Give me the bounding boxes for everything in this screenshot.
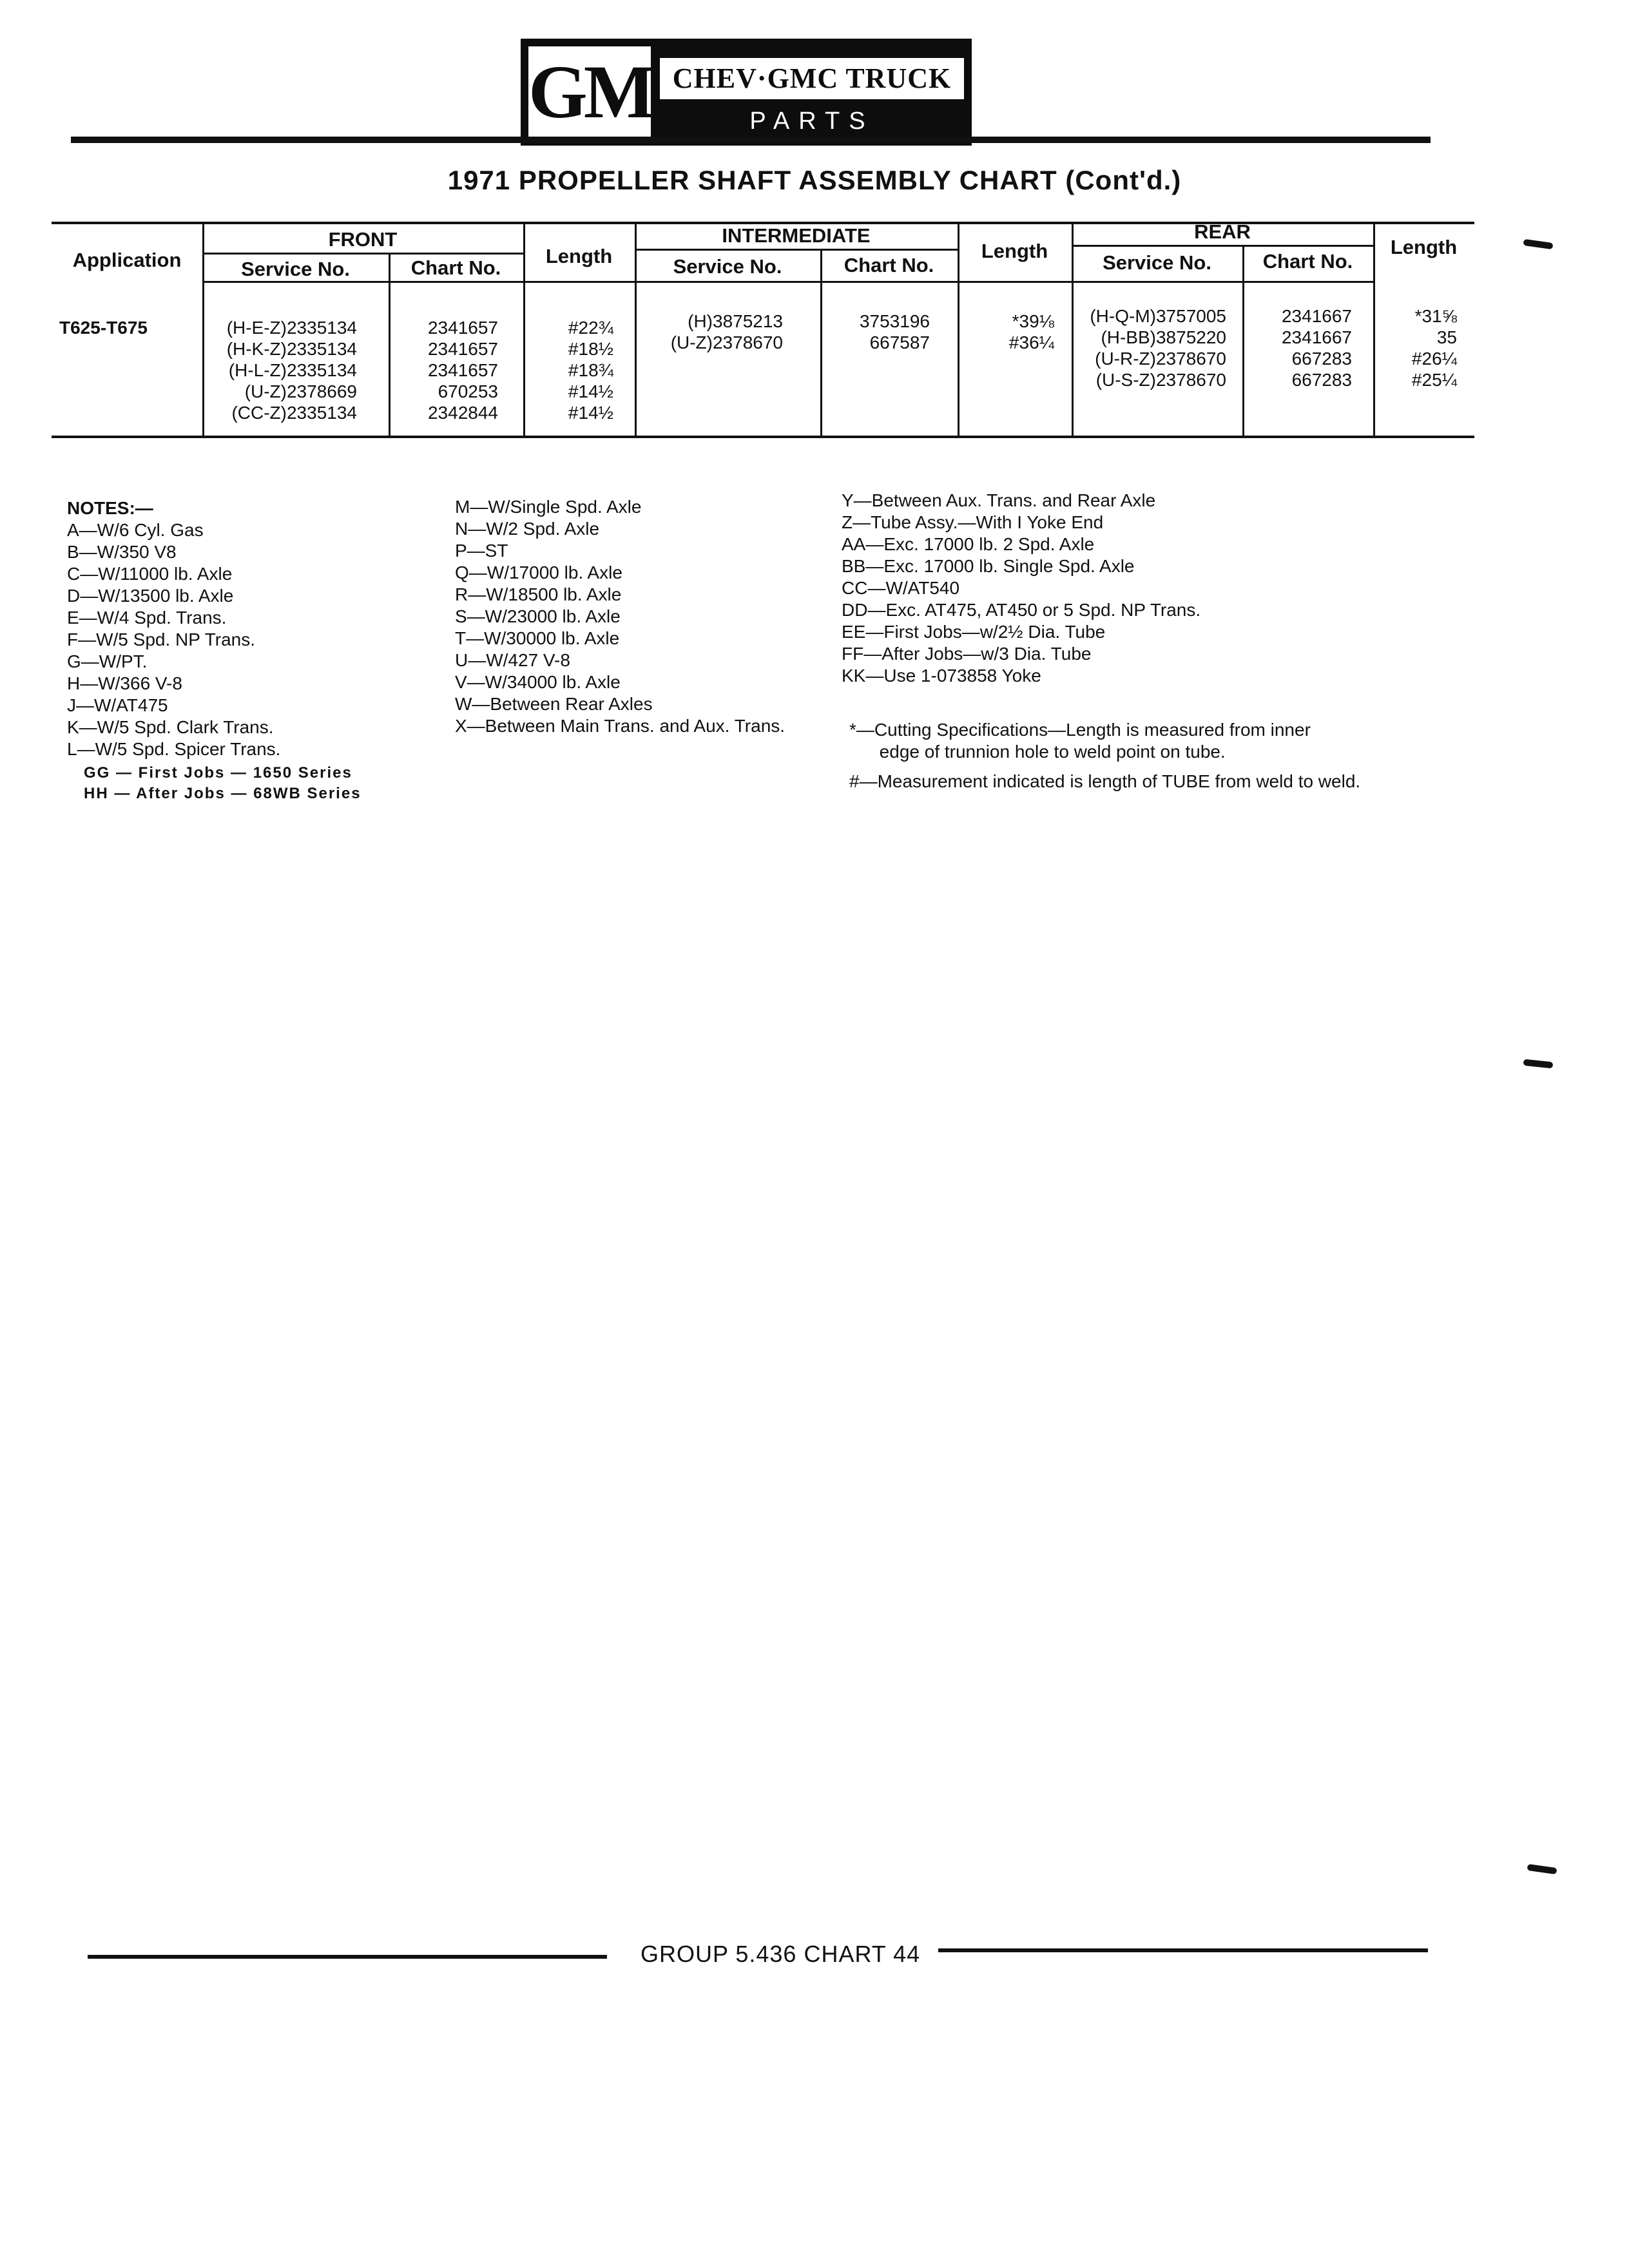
col-rear-length: Length (1390, 236, 1458, 258)
header-bottom-rule (202, 281, 1373, 283)
cell-rear-service: (H-Q-M)3757005 (H-BB)3875220 (U-R-Z)2378670 (U-S-Z)2378670 (1090, 306, 1226, 390)
cell-front-length: #22¾ #18½ #18¾ #14½ #14½ (568, 318, 613, 423)
col-front-service: Service No. (241, 258, 350, 280)
brand-name: CHEV·GMC TRUCK (672, 62, 952, 94)
rear-group-rule (1072, 245, 1373, 247)
cutting-specifications-note: *—Cutting Specifications—Length is measured from inner edge of trunnion hole to weld point on tube. (849, 720, 1311, 762)
group-rear: REAR (1194, 220, 1251, 243)
cell-intermediate-chart: 3753196 667587 (859, 311, 930, 352)
notes-column-3: Y—Between Aux. Trans. and Rear Axle Z—Tube Assy.—With I Yoke End AA—Exc. 17000 lb. 2 Spd. Axle BB—Exc. 17000 lb. Single Spd. Axle CC—W/AT540 DD—Exc. AT475, AT450 or 5 Spd. NP Trans. EE—First Jobs—w/2½ Dia. Tube FF—After Jobs—w/3 Dia. Tube KK—Use 1-073858 Yoke (842, 490, 1201, 686)
col-front-chart: Chart No. (410, 256, 501, 279)
front-group-rule (202, 253, 523, 255)
footer-group-chart: GROUP 5.436 CHART 44 (641, 1941, 921, 1967)
page-title: 1971 PROPELLER SHAFT ASSEMBLY CHART (Cont'd.) (447, 165, 1182, 195)
col-intermediate-chart: Chart No. (843, 254, 934, 276)
col-application: Application (72, 249, 182, 271)
binder-mark (1523, 239, 1554, 249)
col-rear-service: Service No. (1103, 251, 1211, 274)
notes-column-1: A—W/6 Cyl. Gas B—W/350 V8 C—W/11000 lb. Axle D—W/13500 lb. Axle E—W/4 Spd. Trans. F—W/5 Spd. NP Trans. G—W/PT. H—W/366 V-8 J—W/AT475 K—W/5 Spd. Clark Trans. L—W/5 Spd. Spicer Trans. (67, 520, 281, 759)
col-rear-chart: Chart No. (1262, 250, 1353, 273)
gm-emblem (528, 46, 651, 138)
notes-series: GG — First Jobs — 1650 Series HH — After Jobs — 68WB Series (84, 764, 361, 802)
header-rule (71, 137, 1431, 143)
notes-heading: NOTES:— (67, 498, 153, 518)
notes-column-2: M—W/Single Spd. Axle N—W/2 Spd. Axle P—ST Q—W/17000 lb. Axle R—W/18500 lb. Axle S—W/23000 lb. Axle T—W/30000 lb. Axle U—W/427 V-8 V—W/34000 lb. Axle W—Between Rear Axles X—Between Main Trans. and Aux. Trans. (455, 497, 786, 736)
cell-intermediate-service: (H)3875213 (U-Z)2378670 (670, 311, 783, 352)
catalogue-subtitle: PARTS CATALOGUE (697, 108, 927, 171)
cell-front-service: (H-E-Z)2335134 (H-K-Z)2335134 (H-L-Z)2335134 (U-Z)2378669 (CC-Z)2335134 (226, 318, 357, 423)
cell-rear-length: *31⅝ 35 #26¼ #25¼ (1411, 306, 1457, 390)
footer-rule-right (938, 1948, 1428, 1952)
col-intermediate-length: Length (981, 240, 1048, 262)
cell-front-chart: 2341657 2341657 2341657 670253 2342844 (427, 318, 498, 423)
table-bottom-rule (52, 436, 1474, 438)
cell-rear-chart: 2341667 2341667 667283 667283 (1281, 306, 1352, 390)
group-front: FRONT (328, 228, 398, 251)
intermediate-group-rule (635, 249, 958, 251)
brand-box (660, 58, 964, 99)
footer-rule-left (88, 1955, 607, 1959)
cell-application: T625-T675 (59, 318, 148, 338)
binder-mark (1527, 1864, 1557, 1874)
binder-mark (1523, 1059, 1554, 1069)
gm-logo-text: GM (528, 50, 652, 134)
measurement-note: #—Measurement indicated is length of TUBE from weld to weld. (849, 771, 1361, 791)
col-intermediate-service: Service No. (673, 255, 782, 278)
col-front-length: Length (545, 245, 613, 267)
group-intermediate: INTERMEDIATE (722, 224, 871, 247)
cell-intermediate-length: *39⅛ #36¼ (1008, 311, 1054, 352)
gm-logo (521, 39, 972, 171)
